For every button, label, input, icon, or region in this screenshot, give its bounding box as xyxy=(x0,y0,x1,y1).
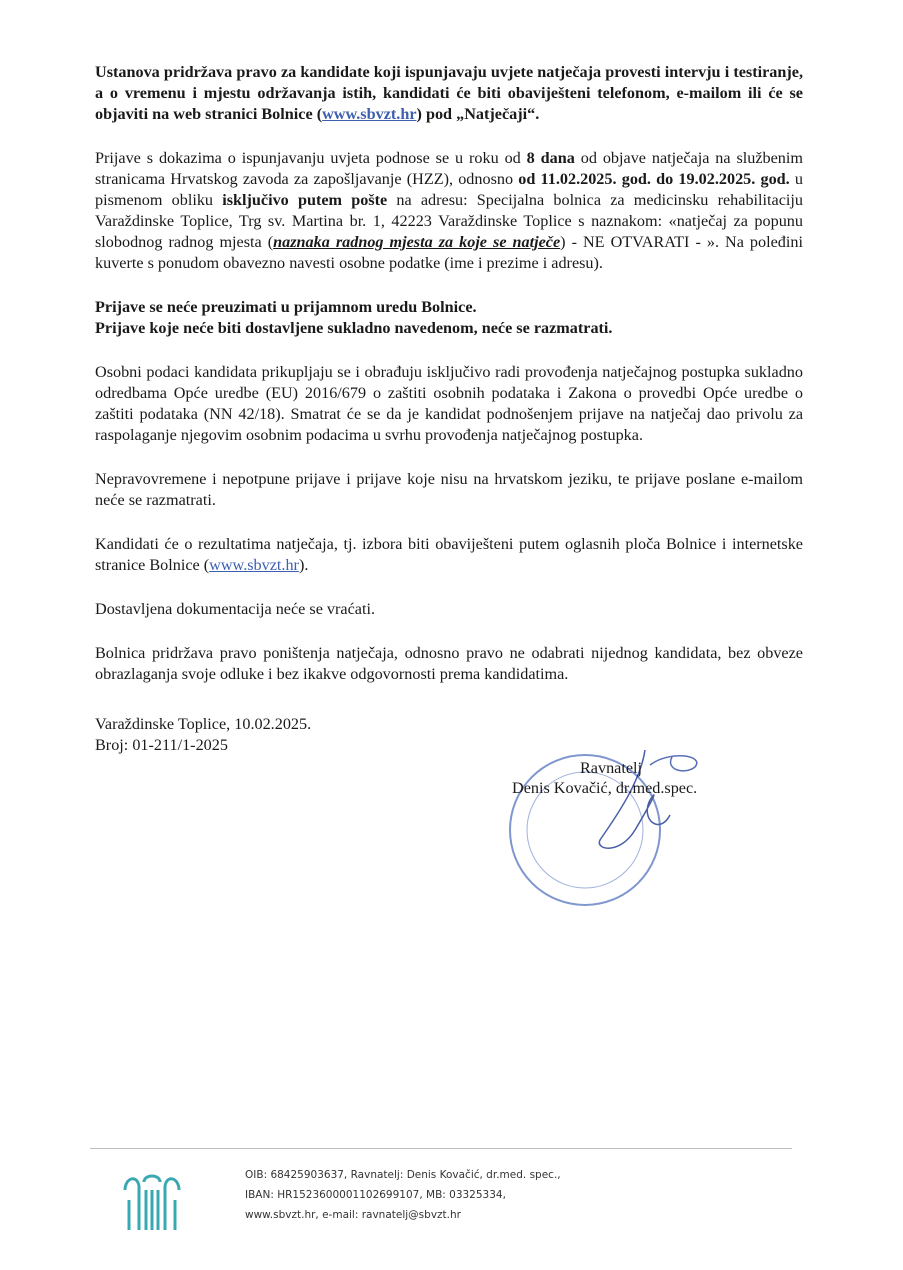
place-and-reference xyxy=(95,714,311,756)
applications-text-d: na adresu: Specijalna bolnica za medicinsku rehabilitaciju Varaždinske Toplice, Trg sv. Martina br. 1, 42223 Varaždinske Toplice s naznakom: «natječaj za popunu slobodnog radnog mjesta ( xyxy=(95,191,803,251)
applications-date-range: od 11.02.2025. god. do 19.02.2025. god. xyxy=(518,170,790,188)
footer-line-oib: OIB: 68425903637, Ravnatelj: Denis Kovačić, dr.med. spec., xyxy=(245,1169,561,1181)
paragraph-documents: Dostavljena dokumentacija neće se vraćati. xyxy=(95,600,376,618)
paragraph-late-applications: Nepravovremene i nepotpune prijave i prijave koje nisu na hrvatskom jeziku, te prijave poslane e-mailom neće se razmatrati. xyxy=(95,470,803,509)
signatory-name: Denis Kovačić, dr.med.spec. xyxy=(512,779,698,797)
paragraph-results xyxy=(95,534,803,576)
hospital-logo-icon xyxy=(117,1160,187,1232)
results-text-a: Kandidati će o rezultatima natječaja, tj. izbora biti obaviješteni putem oglasnih ploča Bolnice i internetske stranice Bolnice ( xyxy=(95,535,803,574)
paragraph-interview-text: Ustanova pridržava pravo za kandidate koji ispunjavaju uvjete natječaja provesti intervju i testiranje, a o vremenu i mjestu održavanja istih, kandidati će biti obaviješteni telefonom, e-mailom ili će se objaviti na web stranici Bolnice xyxy=(95,63,803,123)
applications-text-b: od objave natječaja na službenim stranicama Hrvatskog zavoda za zapošljavanje (HZZ), odnosno xyxy=(95,149,803,188)
paragraph-interview-end: pod „Natječaji“. xyxy=(421,105,540,123)
footer-info xyxy=(245,1165,561,1225)
results-text-b: ). xyxy=(298,556,309,574)
applications-text-c: u pismenom obliku xyxy=(95,170,804,209)
place-date: Varaždinske Toplice, 10.02.2025. xyxy=(95,715,312,733)
document-body xyxy=(95,62,803,708)
signature-block xyxy=(500,745,730,915)
website-link[interactable]: www.sbvzt.hr xyxy=(322,105,417,123)
footer-line-contact: www.sbvzt.hr, e-mail: ravnatelj@sbvzt.hr xyxy=(245,1209,461,1221)
applications-text-a: Prijave s dokazima o ispunjavanju uvjeta podnose se u roku od xyxy=(95,149,527,167)
paragraph-cancellation: Bolnica pridržava pravo poništenja natječaja, odnosno pravo ne odabrati nijednog kandidata, bez obveze obrazlaganja svoje odluke i bez ikakve odgovornosti prema kandidatima. xyxy=(95,644,803,683)
applications-text-e: ) - NE OTVARATI - ». Na poleđini kuverte s ponudom obavezno navesti osobne podatke (ime i prezime i adresu). xyxy=(95,233,803,272)
signatory-title: Ravnatelj xyxy=(580,759,643,777)
applications-mail-only: isključivo putem pošte xyxy=(222,191,388,209)
paragraph-interview: Ustanova pridržava pravo za kandidate koji ispunjavaju uvjete natječaja provesti intervju i testiranje, a o vremenu i mjestu održavanja istih, kandidati će biti obaviješteni telefonom, e-mailom ili će se objaviti na web stranici Bolnice (www.sbvzt.hr) pod „Natječaji“. xyxy=(95,63,803,123)
footer-line-iban: IBAN: HR1523600001102699107, MB: 03325334, xyxy=(245,1189,506,1201)
reference-number: Broj: 01-211/1-2025 xyxy=(95,736,228,754)
applications-position-note: naznaka radnog mjesta za koje se natječe xyxy=(273,233,561,251)
footer-divider xyxy=(90,1148,792,1149)
rule-not-considered: Prijave koje neće biti dostavljene sukladno navedenom, neće se razmatrati. xyxy=(95,319,613,337)
paragraph-personal-data: Osobni podaci kandidata prikupljaju se i obrađuju isključivo radi provođenja natječajnog postupka sukladno odredbama Opće uredbe (EU) 2016/679 o zaštiti osobnih podataka i Zakona o provedbi Opće uredbe o zaštiti podataka (NN 42/18). Smatrat će se da je kandidat podnošenjem prijave na natječaj dao privolu za raspolaganje njegovim osobnim podacima u svrhu provođenja natječajnog postupka. xyxy=(95,363,803,444)
rule-no-office-intake: Prijave se neće preuzimati u prijamnom uredu Bolnice. xyxy=(95,298,477,316)
paragraph-applications xyxy=(95,148,803,274)
applications-deadline-days: 8 dana xyxy=(526,149,575,167)
website-link-results[interactable]: www.sbvzt.hr xyxy=(209,556,299,574)
paragraph-submission-rules xyxy=(95,297,803,339)
